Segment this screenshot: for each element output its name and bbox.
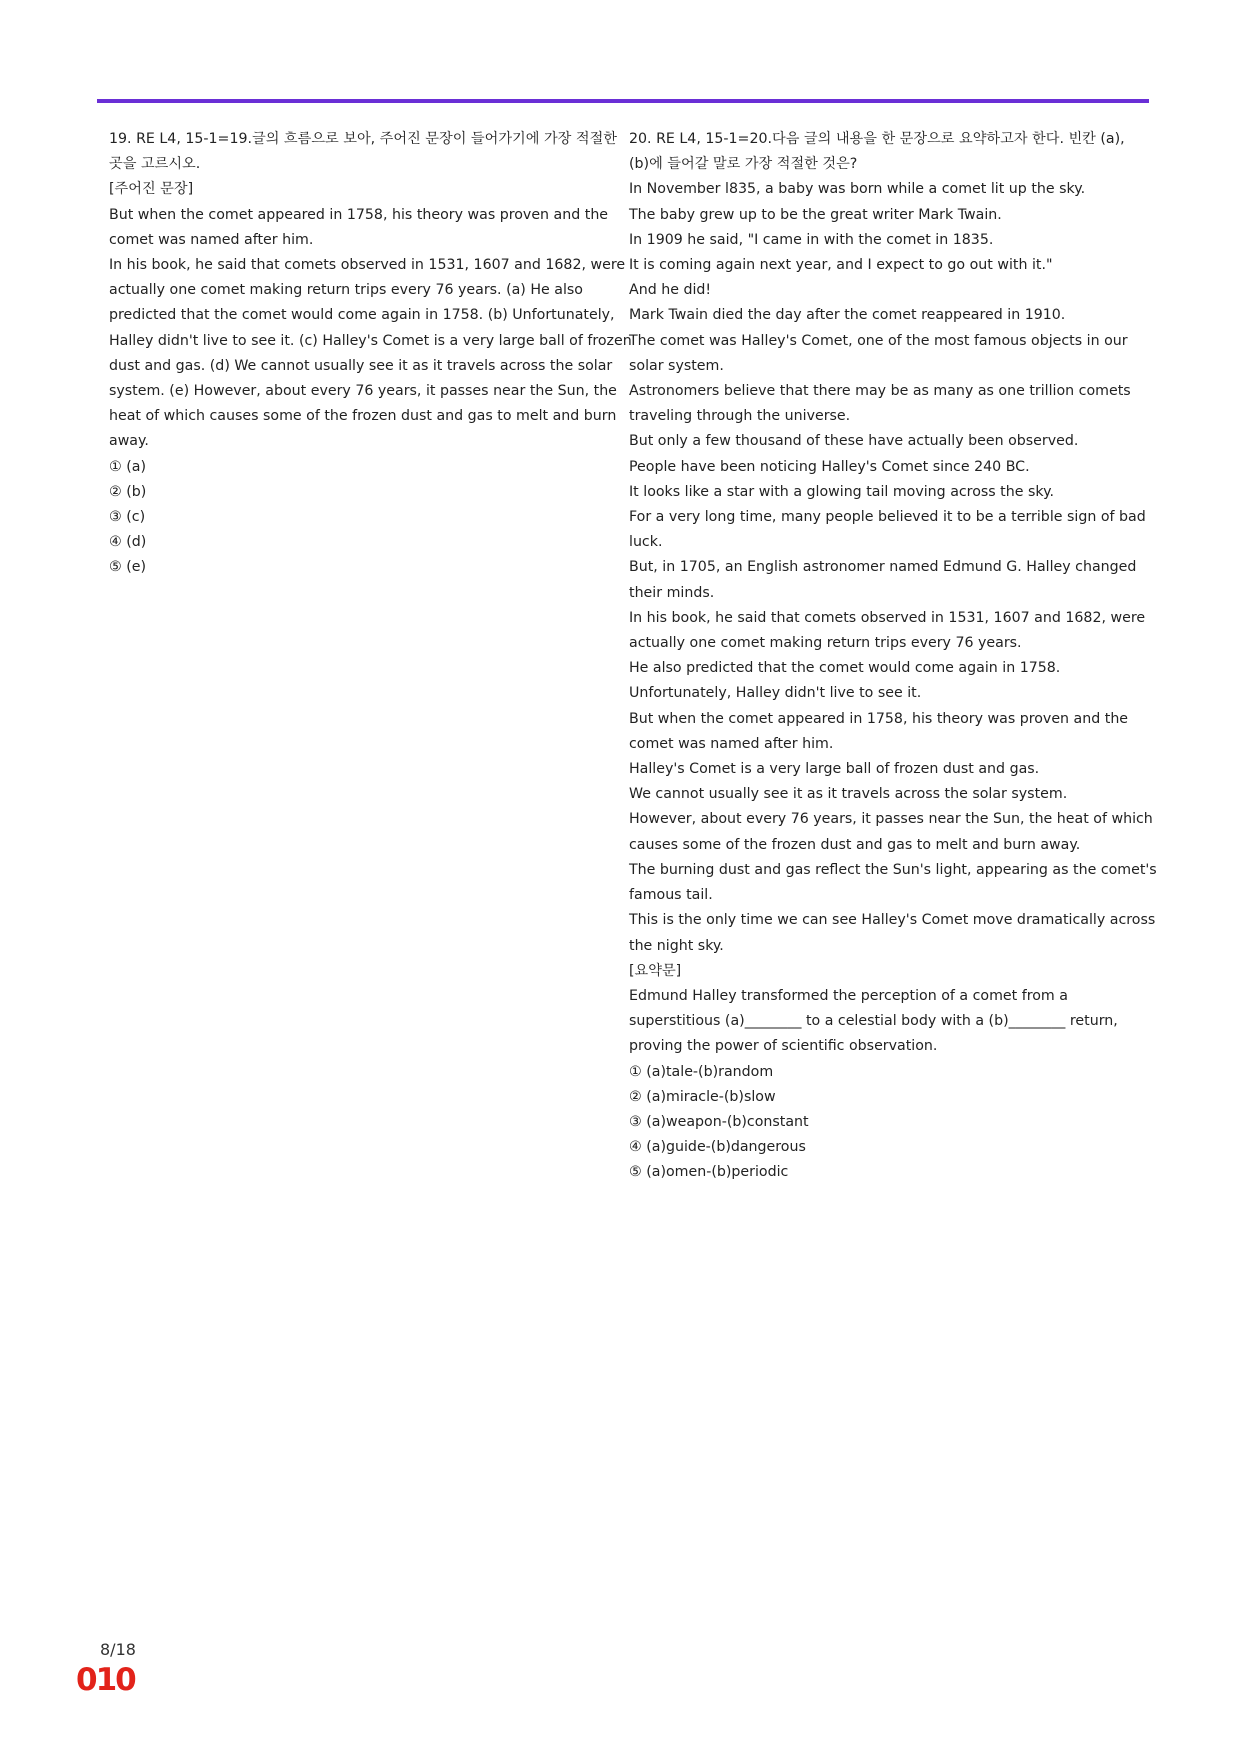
q20-line: (b)에 들어갈 말로 가장 적절한 것은? (629, 156, 858, 173)
q20-line: famous tail. (629, 887, 713, 904)
q20-line: But only a few thousand of these have actually been observed. (629, 433, 1079, 450)
q20-line: It looks like a star with a glowing tail moving across the sky. (629, 483, 1054, 500)
q19-line: actually one comet making return trips every 76 years. (a) He also (109, 282, 583, 299)
q20-line: Edmund Halley transformed the perception of a comet from a (629, 987, 1068, 1004)
q20-line: actually one comet making return trips every 76 years. (629, 635, 1022, 652)
q19-line: In his book, he said that comets observed in 1531, 1607 and 1682, were (109, 257, 626, 274)
q20-line: For a very long time, many people believed it to be a terrible sign of bad (629, 509, 1146, 526)
q20-line: ① (a)tale-(b)random (629, 1063, 774, 1080)
q19-line: 곳을 고르시오. (109, 156, 201, 173)
q20-line: People have been noticing Halley's Comet since 240 BC. (629, 458, 1030, 475)
q19-line: ① (a) (109, 458, 146, 475)
header-rule (97, 99, 1149, 103)
q19-line: dust and gas. (d) We cannot usually see it as it travels across the solar (109, 357, 613, 374)
q20-line: Halley's Comet is a very large ball of frozen dust and gas. (629, 761, 1040, 778)
q19-line: But when the comet appeared in 1758, his theory was proven and the (109, 206, 609, 223)
q20-line: [요약문] (629, 962, 682, 979)
q20-line: ③ (a)weapon-(b)constant (629, 1113, 809, 1130)
q20-line: He also predicted that the comet would come again in 1758. (629, 660, 1061, 677)
q20-line: 20. RE L4, 15-1=20.다음 글의 내용을 한 문장으로 요약하고자 한다. 빈칸 (a), (629, 131, 1125, 147)
brand-logo: 010 (76, 1662, 135, 1698)
q20-line: Astronomers believe that there may be as many as one trillion comets (629, 383, 1131, 400)
q20-line: However, about every 76 years, it passes near the Sun, the heat of which (629, 811, 1153, 828)
q19-line: heat of which causes some of the frozen dust and gas to melt and burn (109, 408, 617, 425)
q20-line: proving the power of scientific observation. (629, 1038, 938, 1055)
q20-line: ⑤ (a)omen-(b)periodic (629, 1164, 789, 1181)
q20-line: ② (a)miracle-(b)slow (629, 1088, 776, 1105)
q20-line: The baby grew up to be the great writer Mark Twain. (629, 206, 1002, 223)
q20-line: the night sky. (629, 937, 724, 954)
q19-line: Halley didn't live to see it. (c) Halley's Comet is a very large ball of frozen (109, 332, 632, 349)
q19-line: ⑤ (e) (109, 559, 147, 576)
q20-line: Mark Twain died the day after the comet reappeared in 1910. (629, 307, 1066, 324)
q20-line: superstitious (a)________ to a celestial body with a (b)________ return, (629, 1013, 1118, 1030)
question-20 (629, 127, 1157, 1186)
q19-line: predicted that the comet would come again in 1758. (b) Unfortunately, (109, 307, 615, 324)
q20-line: And he did! (629, 282, 712, 299)
q19-line: ② (b) (109, 483, 147, 500)
q19-line: [주어진 문장] (109, 181, 194, 198)
q19-line: ④ (d) (109, 534, 147, 551)
q20-line: Unfortunately, Halley didn't live to see it. (629, 685, 922, 702)
q20-line: luck. (629, 534, 663, 551)
q20-line: their minds. (629, 584, 715, 601)
q20-line: This is the only time we can see Halley's Comet move dramatically across (629, 912, 1156, 929)
q19-line: comet was named after him. (109, 231, 314, 248)
q19-line: 19. RE L4, 15-1=19.글의 흐름으로 보아, 주어진 문장이 들어가기에 가장 적절한 (109, 131, 618, 147)
q20-line: But, in 1705, an English astronomer named Edmund G. Halley changed (629, 559, 1137, 576)
q20-line: The burning dust and gas reflect the Sun's light, appearing as the comet's (629, 861, 1157, 878)
q20-line: It is coming again next year, and I expect to go out with it." (629, 257, 1053, 274)
q20-line: In his book, he said that comets observed in 1531, 1607 and 1682, were (629, 609, 1146, 626)
q20-line: traveling through the universe. (629, 408, 851, 425)
q20-line: causes some of the frozen dust and gas to melt and burn away. (629, 836, 1081, 853)
q19-line: system. (e) However, about every 76 years, it passes near the Sun, the (109, 383, 617, 400)
q20-line: solar system. (629, 357, 724, 374)
q19-line: ③ (c) (109, 509, 146, 526)
q20-line: In 1909 he said, "I came in with the comet in 1835. (629, 231, 994, 248)
q19-line: away. (109, 433, 149, 450)
q20-line: ④ (a)guide-(b)dangerous (629, 1139, 806, 1156)
question-19 (109, 127, 632, 581)
q20-line: The comet was Halley's Comet, one of the most famous objects in our (629, 332, 1128, 349)
q20-line: comet was named after him. (629, 735, 834, 752)
q20-line: In November l835, a baby was born while a comet lit up the sky. (629, 181, 1086, 198)
q20-line: But when the comet appeared in 1758, his theory was proven and the (629, 710, 1129, 727)
page-number: 8/18 (100, 1640, 136, 1659)
q20-line: We cannot usually see it as it travels across the solar system. (629, 786, 1068, 803)
